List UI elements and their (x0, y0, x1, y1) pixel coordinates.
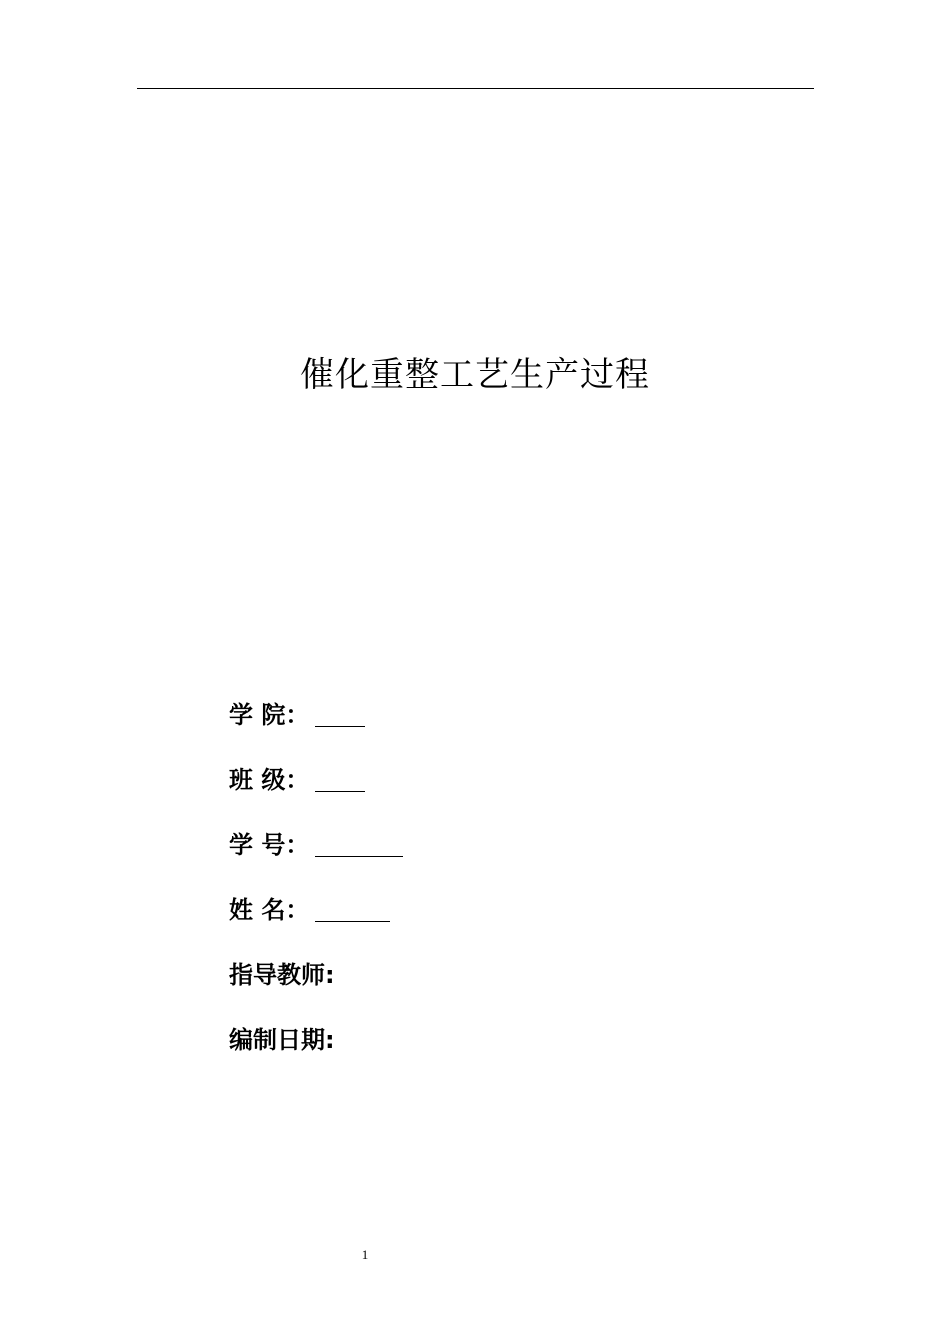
cover-fields (229, 698, 403, 1088)
field-name (229, 893, 403, 958)
field-label: 指导教师: (229, 961, 335, 989)
field-label: 学 院： (229, 701, 310, 729)
field-class (229, 763, 403, 828)
field-college (229, 698, 403, 763)
field-student-id (229, 828, 403, 893)
document-title: 催化重整工艺生产过程 (300, 355, 650, 395)
header-rule (137, 88, 814, 89)
field-label: 班 级： (229, 766, 310, 794)
field-advisor (229, 958, 403, 1023)
field-label: 编制日期: (229, 1026, 335, 1054)
field-blank (315, 698, 365, 727)
field-compile-date (229, 1023, 403, 1088)
field-label: 姓 名： (229, 896, 310, 924)
field-label: 学 号： (229, 831, 310, 859)
field-blank (315, 893, 390, 922)
field-blank (315, 828, 403, 857)
field-blank (315, 763, 365, 792)
page-number: 1 (361, 1247, 369, 1262)
